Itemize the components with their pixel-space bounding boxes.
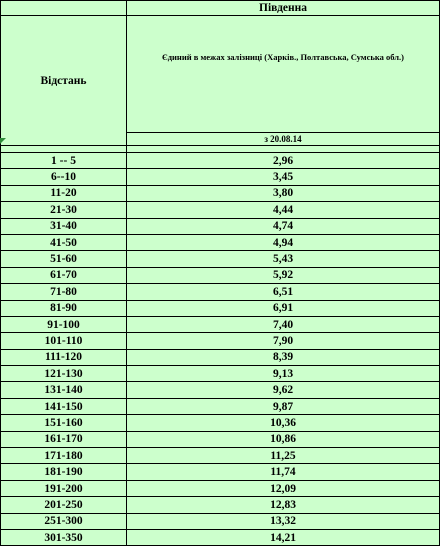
table-row [1, 218, 440, 234]
empty-cell[interactable] [1, 1, 127, 16]
price-cell[interactable]: 9,62 [127, 382, 440, 398]
price-cell[interactable]: 3,80 [127, 185, 440, 201]
distance-range-cell[interactable]: 61-70 [1, 267, 127, 283]
distance-range-cell[interactable]: 21-30 [1, 202, 127, 218]
price-cell[interactable]: 6,91 [127, 300, 440, 316]
distance-range-cell[interactable]: 6--10 [1, 169, 127, 185]
table-row [1, 497, 440, 513]
price-cell[interactable]: 7,40 [127, 316, 440, 332]
price-cell[interactable]: 12,09 [127, 480, 440, 496]
table-row [1, 513, 440, 529]
table-row [1, 398, 440, 414]
empty-cell[interactable] [1, 146, 127, 153]
table-row [1, 382, 440, 398]
price-cell[interactable]: 12,83 [127, 497, 440, 513]
price-cell[interactable]: 4,74 [127, 218, 440, 234]
distance-range-cell[interactable]: 191-200 [1, 480, 127, 496]
spacer-row [1, 146, 440, 153]
table-row [1, 234, 440, 250]
distance-range-cell[interactable]: 81-90 [1, 300, 127, 316]
table-row [1, 529, 440, 545]
table-row [1, 284, 440, 300]
distance-range-cell[interactable]: 151-160 [1, 415, 127, 431]
distance-range-cell[interactable]: 201-250 [1, 497, 127, 513]
empty-cell[interactable] [127, 146, 440, 153]
table-row [1, 480, 440, 496]
distance-range-cell[interactable]: 251-300 [1, 513, 127, 529]
table-row [1, 366, 440, 382]
table-row [1, 316, 440, 332]
distance-range-cell[interactable]: 161-170 [1, 431, 127, 447]
region-title[interactable]: Південна [127, 1, 440, 16]
distance-range-cell[interactable]: 181-190 [1, 464, 127, 480]
price-cell[interactable]: 9,13 [127, 366, 440, 382]
table-row [1, 185, 440, 201]
table-row [1, 169, 440, 185]
distance-range-cell[interactable]: 91-100 [1, 316, 127, 332]
distance-range-cell[interactable]: 111-120 [1, 349, 127, 365]
table-row [1, 267, 440, 283]
price-cell[interactable]: 11,25 [127, 448, 440, 464]
distance-range-cell[interactable]: 71-80 [1, 284, 127, 300]
distance-range-cell[interactable]: 301-350 [1, 529, 127, 545]
error-indicator-icon [0, 138, 6, 144]
distance-header[interactable]: Відстань [1, 16, 127, 146]
price-cell[interactable]: 10,36 [127, 415, 440, 431]
distance-range-cell[interactable]: 11-20 [1, 185, 127, 201]
distance-range-cell[interactable]: 171-180 [1, 448, 127, 464]
tariff-header[interactable]: Єдиний в межах залізниці (Харків., Полтавська, Сумська обл.) [127, 16, 440, 133]
table-row [1, 202, 440, 218]
distance-range-cell[interactable]: 101-110 [1, 333, 127, 349]
price-cell[interactable]: 4,44 [127, 202, 440, 218]
date-label[interactable]: з 20.08.14 [127, 133, 440, 146]
distance-range-cell[interactable]: 41-50 [1, 234, 127, 250]
table-row [1, 415, 440, 431]
distance-range-cell[interactable]: 31-40 [1, 218, 127, 234]
table-row [1, 300, 440, 316]
distance-range-cell[interactable]: 141-150 [1, 398, 127, 414]
title-row [1, 1, 440, 16]
distance-range-cell[interactable]: 1 -- 5 [1, 153, 127, 169]
table-row [1, 448, 440, 464]
price-cell[interactable]: 3,45 [127, 169, 440, 185]
table-row [1, 333, 440, 349]
table-row [1, 153, 440, 169]
price-cell[interactable]: 9,87 [127, 398, 440, 414]
header-row [1, 16, 440, 133]
price-cell[interactable]: 8,39 [127, 349, 440, 365]
price-cell[interactable]: 7,90 [127, 333, 440, 349]
price-cell[interactable]: 11,74 [127, 464, 440, 480]
price-cell[interactable]: 4,94 [127, 234, 440, 250]
distance-range-cell[interactable]: 51-60 [1, 251, 127, 267]
price-cell[interactable]: 5,43 [127, 251, 440, 267]
price-cell[interactable]: 13,32 [127, 513, 440, 529]
table-row [1, 349, 440, 365]
price-cell[interactable]: 5,92 [127, 267, 440, 283]
table-row [1, 251, 440, 267]
distance-range-cell[interactable]: 121-130 [1, 366, 127, 382]
price-cell[interactable]: 6,51 [127, 284, 440, 300]
distance-range-cell[interactable]: 131-140 [1, 382, 127, 398]
table-row [1, 431, 440, 447]
price-cell[interactable]: 10,86 [127, 431, 440, 447]
price-cell[interactable]: 14,21 [127, 529, 440, 545]
table-row [1, 464, 440, 480]
price-cell[interactable]: 2,96 [127, 153, 440, 169]
